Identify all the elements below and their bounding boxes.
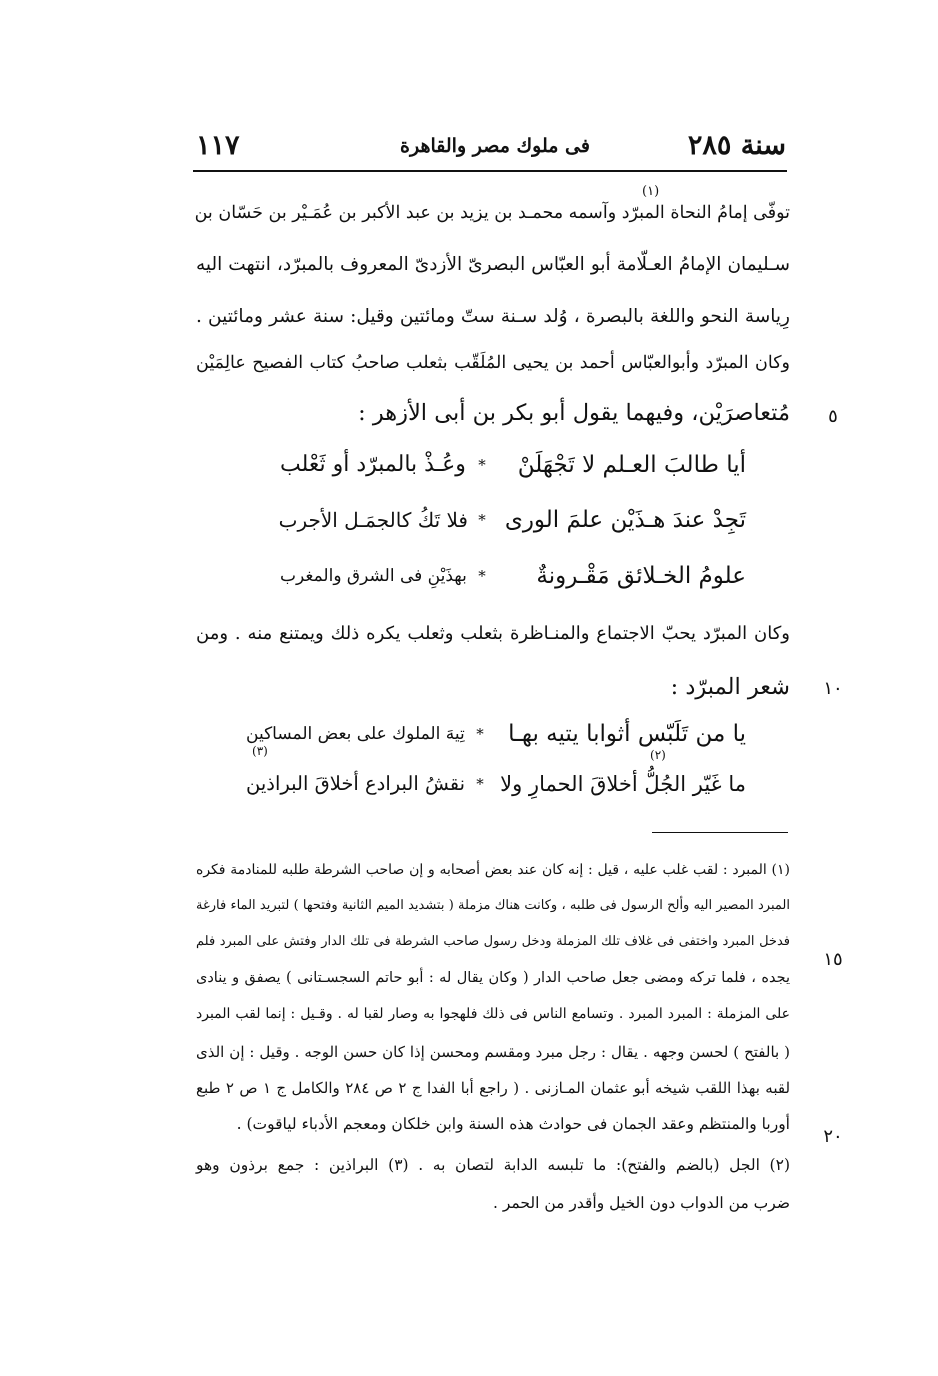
- body-line-7: شعر المبرّد :: [670, 674, 790, 700]
- footnote-line-3: فدخل المبرد واختفى فى غلاف تلك المزملة ودخل رسول صاحب الشرطة فى تلك الدار وفتش على المبرد فلم: [196, 934, 790, 949]
- body-line-3: رِياسة النحو واللغة بالبصرة ، وُلد سـنة ستّ ومائتين وقيل: سنة عشر ومائتين .: [196, 306, 790, 327]
- verse-4-hemistich-1: يا من تَلَبّس أثوابا يتيه بهـا: [508, 721, 746, 747]
- line-number-10: ١٠: [823, 678, 843, 699]
- verse-2-hemistich-1: تَجِدْ عندَ هـذَيْن علمَ الورى: [504, 507, 746, 533]
- footnote-line-5: على المزملة : المبرد المبرد . وتسامع الناس فى ذلك فلهجوا به وصار لقبا له . وقـيل : إنما لقب المبرد: [196, 1006, 790, 1022]
- body-line-4: وكان المبرّد وأبوالعبّاس أحمد بن يحيى المُلَقّب بثعلب صاحبُ كتاب الفصيح عالِمَيْن: [196, 353, 790, 373]
- footnote-line-1: (١) المبرد : لقب غلب عليه ، قيل : إنه كان عند بعض أصحابه و إن صاحب الشرطة طلبه للمنادمة فكره: [196, 862, 790, 878]
- verse-4-separator: *: [476, 725, 484, 743]
- page-number: ١١٧: [196, 130, 240, 161]
- verse-3-hemistich-1: علومُ الخـلائق مَقْـرونةٌ: [536, 563, 746, 589]
- footnote-mark-1: (١): [642, 184, 660, 199]
- body-line-2: سـليمان الإمامُ العـلّامة أبو العبّاس البصرىّ الأزدىّ المعروف بالمبرّد، انتهت اليه: [196, 254, 790, 275]
- footnote-line-8: أوربا والمنتظم وعقد الجمان فى حوادث هذه السنة وابن خلكان ومعجم الأدباء لياقوت) .: [236, 1115, 790, 1133]
- verse-5-hemistich-2: نقشُ البرادع أخلاقَ البراذين: [246, 772, 466, 795]
- body-line-5: مُتعاصرَيْن، وفيهما يقول أبو بكر بن أبى الأزهر :: [358, 400, 790, 426]
- line-number-15: ١٥: [823, 949, 843, 970]
- verse-1-hemistich-2: وعُـذْ بالمبرّد أو ثَعْلب: [280, 452, 466, 477]
- verse-3-hemistich-2: بهذَيْنِ فى الشرق والمغرب: [280, 566, 467, 586]
- header-rule: [193, 170, 787, 172]
- line-number-5: ٥: [828, 406, 838, 427]
- footnote-mark-3: (٣): [252, 744, 268, 758]
- line-number-20: ٢٠: [823, 1126, 843, 1147]
- body-line-6: وكان المبرّد يحبّ الاجتماع والمنـاظرة بثعلب وثعلب يكره ذلك ويمتنع منه . ومن: [196, 623, 790, 644]
- footnote-line-7: لقبه بهذا اللقب شيخه أبو عثمان المـازنى . ( راجع أبا الفدا ج ٢ ص ٢٨٤ والكامل ج ١ ص ٢ طبع: [196, 1079, 791, 1097]
- running-title: فى ملوك مصر والقاهرة: [400, 135, 590, 157]
- body-line-1: توفّى إمامُ النحاة المبرّد وآسمه محمـد بن يزيد بن عبد الأكبر بن عُمَـيْر بن حَسّان بن: [194, 203, 790, 223]
- verse-4-hemistich-2: تِيهَ الملوك على بعض المساكين: [246, 724, 465, 744]
- verse-1-separator: *: [478, 456, 486, 474]
- verse-2-hemistich-2: فلا تَكُ كالجمَـل الأجرب: [278, 508, 468, 532]
- footnote-line-6: ( بالفتح ) لحسن وجهه . يقال : رجل مبرد ومقسم ومحسن إذا كان حسن الوجه . وقيل : إن الذى: [196, 1043, 790, 1061]
- verse-2-separator: *: [478, 511, 486, 529]
- footnote-line-10: ضرب من الدواب دون الخيل وأقدر من الحمر .: [493, 1194, 790, 1212]
- footnote-line-9: (٢) الجل (بالضم والفتح): ما تلبسه الدابة لتصان به . (٣) البراذين : جمع برذون وهو: [196, 1156, 790, 1174]
- verse-5-separator: *: [476, 775, 484, 793]
- footnote-line-4: يجده ، فلما تركه ومضى جعل صاحب الدار ( وكان يقال له : أبو حاتم السجسـتانى ) يصفق و ينادى: [196, 970, 790, 986]
- footnote-line-2: المبرد المصير اليه وألح الرسول فى طلبه ، وكانت هناك مزملة ( بتشديد الميم الثانية وفتحها ) لتبريد الماء فارغة: [196, 898, 790, 913]
- verse-3-separator: *: [478, 567, 486, 585]
- year-heading: سنة ٢٨٥: [687, 130, 786, 161]
- verse-5-hemistich-1: ما غَيّر الجُلُّ أخلاقَ الحمارِ ولا: [500, 772, 746, 796]
- footnote-separator: [652, 832, 788, 833]
- footnote-mark-2: (٢): [650, 748, 666, 762]
- verse-1-hemistich-1: أيا طالبَ العـلم لا تَجْهَلَنْ: [517, 452, 746, 478]
